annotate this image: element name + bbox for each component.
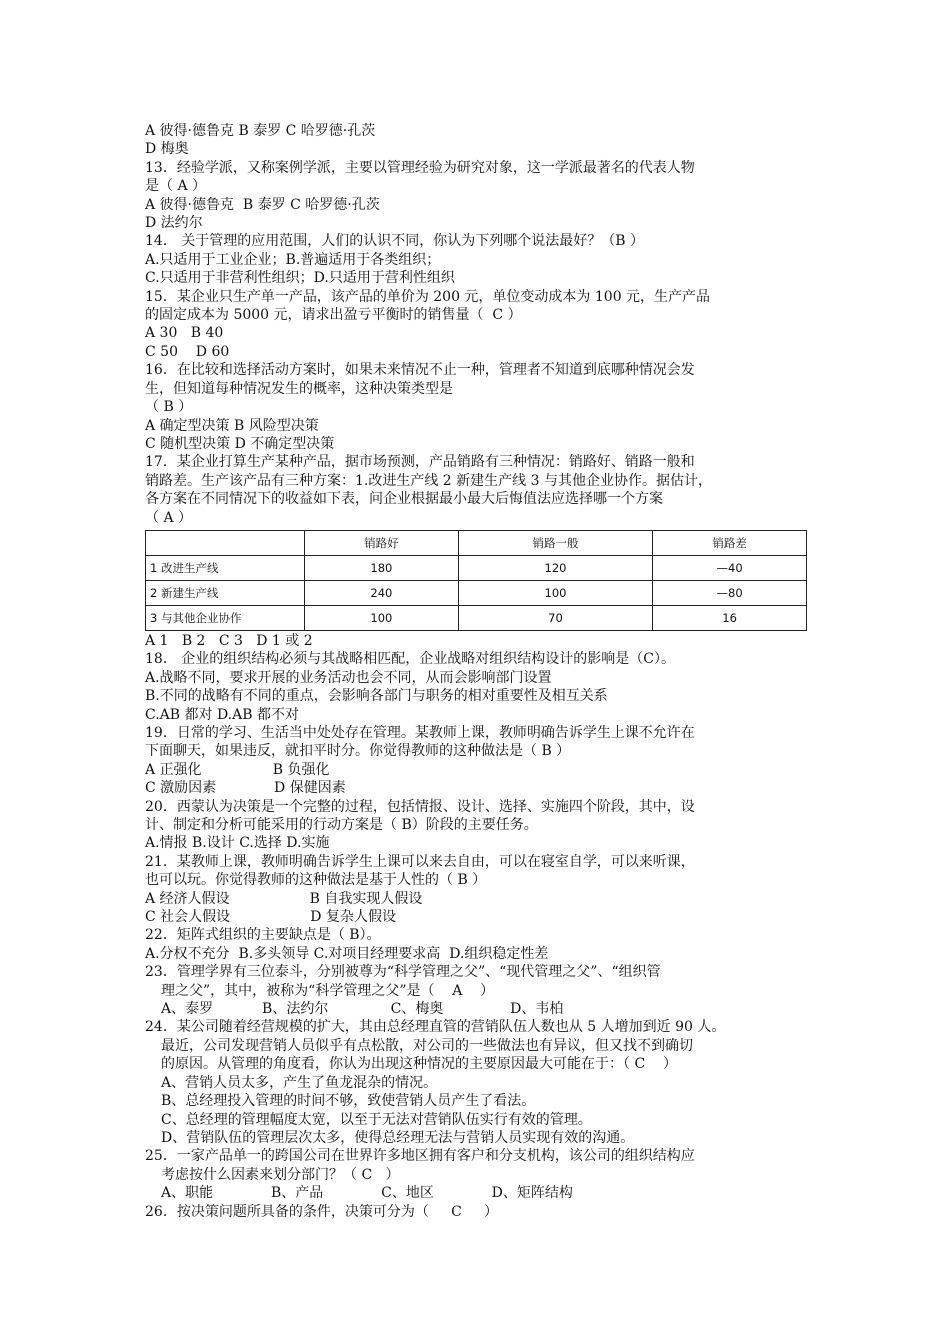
text-line: 下面聊天，如果违反，就扣平时分。你觉得教师的这种做法是（ B ） bbox=[145, 743, 571, 760]
text-line: D 梅奥 bbox=[145, 141, 189, 158]
table-cell: 3 与其他企业协作 bbox=[146, 605, 305, 630]
text-line: B、总经理投入管理的时间不够，致使营销人员产生了看法。 bbox=[161, 1093, 536, 1110]
text-line: 最近，公司发现营销人员似乎有点松散，对公司的一些做法也有异议，但又找不到确切 bbox=[161, 1037, 693, 1054]
table-header-row bbox=[146, 530, 807, 555]
text-line: C.只适用于非营利性组织；D.只适用于营利性组织 bbox=[145, 270, 455, 287]
text-line: 24．某公司随着经营规模的扩大，其由总经理直管的营销队伍人数也从 5 人增加到近 90 人。 bbox=[145, 1019, 726, 1036]
payoff-table bbox=[145, 530, 807, 631]
table-cell: 1 改进生产线 bbox=[146, 555, 305, 580]
table-cell: 100 bbox=[458, 580, 652, 605]
text-line: 15．某企业只生产单一产品，该产品的单价为 200 元，单位变动成本为 100 元，生产产品 bbox=[145, 288, 711, 305]
text-line: A 1 B 2 C 3 D 1 或 2 bbox=[145, 632, 313, 649]
text-line: 理之父”，其中，被称为“科学管理之父”是（ A ） bbox=[161, 982, 495, 999]
text-line: A 彼得·德鲁克 B 泰罗 C 哈罗德·孔茨 bbox=[145, 196, 380, 213]
text-line: C、总经理的管理幅度太宽，以至于无法对营销队伍实行有效的管理。 bbox=[161, 1111, 592, 1128]
table-header-cell: 销路差 bbox=[653, 530, 807, 555]
text-line: 23．管理学界有三位泰斗，分别被尊为“科学管理之父”、“现代管理之父”、“组织管 bbox=[145, 964, 661, 981]
table-cell: 120 bbox=[458, 555, 652, 580]
table-cell: 180 bbox=[305, 555, 459, 580]
text-block-bottom bbox=[145, 632, 825, 1221]
table-header-cell bbox=[146, 530, 305, 555]
text-line: 生，但知道每种情况发生的概率，这种决策类型是 bbox=[145, 380, 453, 397]
text-line: 21．某教师上课，教师明确告诉学生上课可以来去自由，可以在寝室自学，可以来听课， bbox=[145, 853, 695, 870]
text-line: A.情报 B.设计 C.选择 D.实施 bbox=[145, 835, 330, 852]
table-row bbox=[146, 580, 807, 605]
text-line: C 社会人假设 D 复杂人假设 bbox=[145, 909, 396, 926]
table-cell: 240 bbox=[305, 580, 459, 605]
text-line: C.AB 都对 D.AB 都不对 bbox=[145, 706, 299, 723]
table-cell: —40 bbox=[653, 555, 807, 580]
table-cell: 70 bbox=[458, 605, 652, 630]
text-line: 是（ A ） bbox=[145, 178, 207, 195]
text-line: B.不同的战略有不同的重点，会影响各部门与职务的相对重要性及相互关系 bbox=[145, 688, 608, 705]
text-line: 14． 关于管理的应用范围，人们的认识不同，你认为下列哪个说法最好？（B ） bbox=[145, 233, 645, 250]
document-page bbox=[145, 122, 825, 1221]
text-line: 各方案在不同情况下的收益如下表，问企业根据最小最大后悔值法应选择哪一个方案 bbox=[145, 491, 663, 508]
text-line: A.分权不充分 B.多头领导 C.对项目经理要求高 D.组织稳定性差 bbox=[145, 945, 549, 962]
text-line: A、营销人员太多，产生了鱼龙混杂的情况。 bbox=[161, 1074, 438, 1091]
table-row bbox=[146, 605, 807, 630]
text-line: 18． 企业的组织结构必须与其战略相匹配，企业战略对组织结构设计的影响是（C）。 bbox=[145, 651, 675, 668]
text-line: （ A ） bbox=[145, 509, 193, 526]
table-row bbox=[146, 555, 807, 580]
text-line: A.战略不同，要求开展的业务活动也会不同，从而会影响部门设置 bbox=[145, 669, 552, 686]
table-cell: —80 bbox=[653, 580, 807, 605]
text-line: A 彼得·德鲁克 B 泰罗 C 哈罗德·孔茨 bbox=[145, 123, 376, 139]
text-line: A、泰罗 B、法约尔 C、梅奥 D、韦柏 bbox=[161, 1001, 564, 1018]
text-line: 20．西蒙认为决策是一个完整的过程，包括情报、设计、选择、实施四个阶段，其中，设 bbox=[145, 798, 695, 815]
text-line: （ B ） bbox=[145, 399, 193, 416]
text-line: D 法约尔 bbox=[145, 215, 203, 232]
text-line: 26．按决策问题所具备的条件，决策可分为（ C ） bbox=[145, 1203, 499, 1220]
text-line: 19．日常的学习、生活当中处处存在管理。某教师上课，教师明确告诉学生上课不允许在 bbox=[145, 724, 695, 741]
text-line: C 50 D 60 bbox=[145, 343, 230, 360]
text-line: 销路差。生产该产品有三种方案：1.改进生产线 2 新建生产线 3 与其他企业协作。据估计， bbox=[145, 472, 712, 489]
text-line: 17．某企业打算生产某种产品，据市场预测，产品销路有三种情况：销路好、销路一般和 bbox=[145, 454, 695, 471]
text-line: 考虑按什么因素来划分部门？（ C ） bbox=[161, 1166, 400, 1183]
text-line: 的原因。从管理的角度看，你认为出现这种情况的主要原因最大可能在于：（ C ） bbox=[161, 1056, 677, 1073]
table-cell: 100 bbox=[305, 605, 459, 630]
text-line: A、职能 B、产品 C、地区 D、矩阵结构 bbox=[161, 1185, 573, 1202]
text-line: 13．经验学派，又称案例学派，主要以管理经验为研究对象，这一学派最著名的代表人物 bbox=[145, 159, 695, 176]
text-line: A 确定型决策 B 风险型决策 bbox=[145, 417, 319, 434]
text-line: 25．一家产品单一的跨国公司在世界许多地区拥有客户和分支机构，该公司的组织结构应 bbox=[145, 1148, 695, 1165]
text-line: 16．在比较和选择活动方案时，如果未来情况不止一种，管理者不知道到底哪种情况会发 bbox=[145, 362, 695, 379]
text-line: C 激励因素 D 保健因素 bbox=[145, 780, 346, 797]
table-header-cell: 销路一般 bbox=[458, 530, 652, 555]
text-line: A.只适用于工业企业；B.普遍适用于各类组织； bbox=[145, 251, 441, 268]
text-line: 22．矩阵式组织的主要缺点是（ B）。 bbox=[145, 927, 381, 944]
text-line: C 随机型决策 D 不确定型决策 bbox=[145, 435, 335, 452]
text-block-top bbox=[145, 122, 825, 527]
text-line: 也可以玩。你觉得教师的这种做法是基于人性的（ B ） bbox=[145, 872, 487, 889]
text-line: A 30 B 40 bbox=[145, 325, 224, 342]
text-line: 计、制定和分析可能采用的行动方案是（ B）阶段的主要任务。 bbox=[145, 817, 538, 833]
table-cell: 2 新建生产线 bbox=[146, 580, 305, 605]
table-cell: 16 bbox=[653, 605, 807, 630]
text-line: A 经济人假设 B 自我实现人假设 bbox=[145, 890, 423, 907]
table-header-cell: 销路好 bbox=[305, 530, 459, 555]
text-line: 的固定成本为 5000 元，请求出盈亏平衡时的销售量（ C ） bbox=[145, 307, 522, 324]
text-line: A 正强化 B 负强化 bbox=[145, 761, 330, 778]
text-line: D、营销队伍的管理层次太多，使得总经理无法与营销人员实现有效的沟通。 bbox=[161, 1129, 635, 1146]
